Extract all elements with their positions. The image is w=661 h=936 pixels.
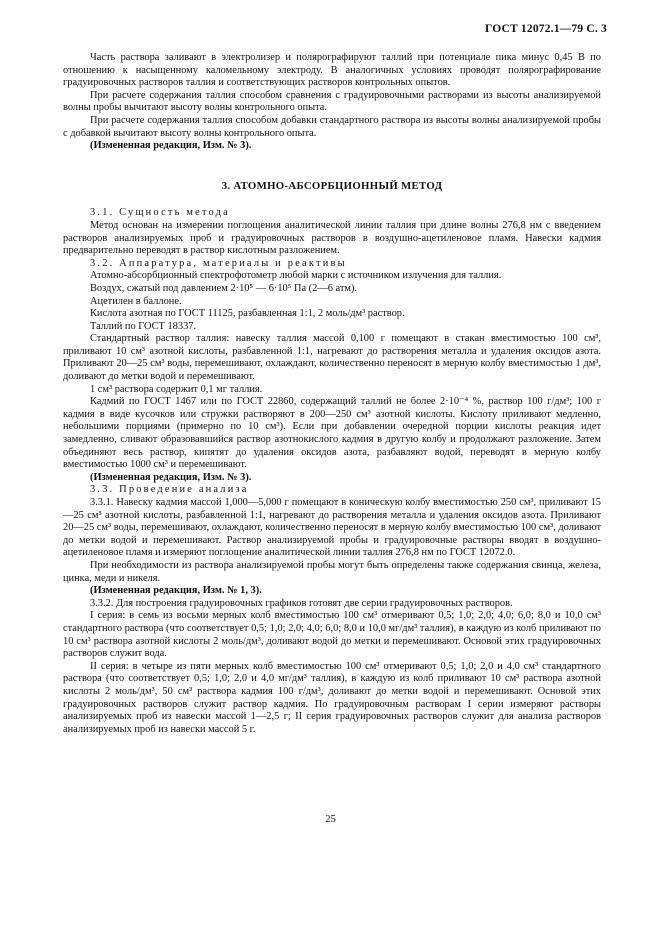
page-number: 25: [325, 814, 336, 825]
paragraph: Метод основан на измерении поглощения аналитической линии таллия при длине волны 276,8 нм с введением растворов анализируемых проб и градуировочных растворов в воздушно-ацетиленовое пламя. Навески кадмия предварительно переводят в раствор кислотным разложением.: [63, 219, 601, 257]
list-item: Таллий по ГОСТ 18337.: [90, 320, 197, 332]
list-item: Ацетилен в баллоне.: [90, 295, 182, 307]
subsection-heading: 3.3. Проведение анализа: [90, 484, 249, 496]
list-item: Кислота азотная по ГОСТ 11125, разбавленная 1:1, 2 моль/дм³ раствор.: [90, 308, 405, 320]
subsection-heading: 3.2. Аппаратура, материалы и реактивы: [90, 257, 347, 269]
paragraph: Стандартный раствор таллия: навеску таллия массой 0,100 г помещают в стакан вместимостью 100 см³, приливают 10 см³ азотной кислоты, разбавленной 1:1, нагревают до растворения металла и удаления оксидов азота. Приливают 20—25 см³ воды, перемешивают, охлаждают, количественно переносят в мерную колбу вместимостью 1 дм³, доливают до метки водой и перемешивают.: [63, 333, 601, 383]
paragraph: 3.3.2. Для построения градуировочных графиков готовят две серии градуировочных растворов.: [90, 597, 513, 609]
paragraph: I серия: в семь из восьми мерных колб вместимостью 100 см³ отмеривают 0,5; 1,0; 2,0; 4,0; 6,0; 8,0 и 10,0 см³ стандартного раствора (что соответствует 0,5; 1,0; 2,0; 4,0; 6,0; 8,0 и 10,0 мг/дм³ таллия), в каждую из колб приливают по 10 см³ раствора азотной кислоты 2 моль/дм³, доливают водой до метки и перемешивают. Основой этих градуировочных растворов служит вода.: [63, 610, 601, 660]
page-header: ГОСТ 12072.1—79 С. 3: [484, 23, 607, 35]
revision-note: (Измененная редакция, Изм. № 3).: [90, 471, 252, 483]
paragraph: Кадмий по ГОСТ 1467 или по ГОСТ 22860, содержащий таллий не более 2·10⁻⁴ %, раствор 100 г/дм³; 100 г кадмия в виде кусочков или стружки растворяют в 200—250 см³ азотной кислоты. Кислоту приливают медленно, небольшими порциями (примерно по 10 см³). Если при добавлении очередной порции кислоты реакция идет замедленно, сливают образовавшийся раствор азотнокислого кадмия в другую колбу и продолжают разложение. Затем объединяют весь раствор, кипятят до удаления оксидов азота, разбавляют водой, переводят в мерную колбу вместимостью 1000 см³ и перемешивают.: [63, 396, 601, 471]
list-item: Воздух, сжатый под давлением 2·10⁵ — 6·10⁵ Па (2—6 атм).: [90, 282, 358, 294]
list-item: Атомно-абсорбционный спектрофотометр любой марки с источником излучения для таллия.: [90, 270, 502, 282]
revision-note: (Измененная редакция, Изм. № 1, 3).: [90, 585, 262, 597]
document-body: [63, 52, 601, 736]
paragraph: При расчете содержания таллия способом добавки стандартного раствора из высоты волны анализируемой пробы с добавкой вычитают высоту волны контрольного опыта.: [63, 114, 601, 139]
paragraph: При необходимости из раствора анализируемой пробы могут быть определены также содержания свинца, железа, цинка, меди и никеля.: [63, 559, 601, 584]
paragraph: 1 см³ раствора содержит 0,1 мг таллия.: [90, 383, 263, 395]
revision-note: (Измененная редакция, Изм. № 3).: [90, 140, 252, 152]
paragraph: II серия: в четыре из пяти мерных колб вместимостью 100 см³ отмеривают 0,5; 1,0; 2,0 и 4,0 см³ стандартного раствора (что соответствует 0,5; 1,0; 2,0 и 4,0 мг/дм³ таллия), в каждую из колб приливают 10 см³ раствора азотной кислоты 2 моль/дм³, 50 см³ раствора кадмия 100 г/дм³, доливают до метки водой и перемешивают. Основой этих градуировочных растворов служит раствор кадмия. По градуировочным растворам I серии измеряют растворы анализируемых проб из навески массой 1—2,5 г; II серия градуировочных растворов служит для анализа растворов анализируемых проб из навески массой 5 г.: [63, 660, 601, 735]
paragraph: Часть раствора заливают в электролизер и полярографируют таллий при потенциале пика минус 0,45 В по отношению к насыщенному каломельному электроду. В аналогичных условиях проводят полярографирование градуировочных растворов таллия и соответствующих растворов контрольных опытов.: [63, 52, 601, 89]
paragraph: 3.3.1. Навеску кадмия массой 1,000—5,000 г помещают в коническую колбу вместимостью 250 см³, приливают 15—25 см³ азотной кислоты, разбавленной 1:1, нагревают до растворения металла и удаления оксидов азота. Приливают 20—25 см³ воды, перемешивают, охлаждают, количественно переносят в мерную колбу вместимостью 100 см³, доливают до метки водой и перемешивают. Раствор анализируемой пробы и градуировочные растворы вводят в воздушно-ацетиленовое пламя и измеряют поглощение аналитической линии таллия 276,8 нм по ГОСТ 12072.0.: [63, 497, 601, 559]
paragraph: При расчете содержания таллия способом сравнения с градуировочными растворами из высоты анализируемой волны пробы вычитают высоту волны контрольного опыта.: [63, 89, 601, 114]
subsection-heading: 3.1. Сущность метода: [90, 207, 230, 219]
section-title: 3. АТОМНО-АБСОРБЦИОННЫЙ МЕТОД: [221, 179, 443, 192]
